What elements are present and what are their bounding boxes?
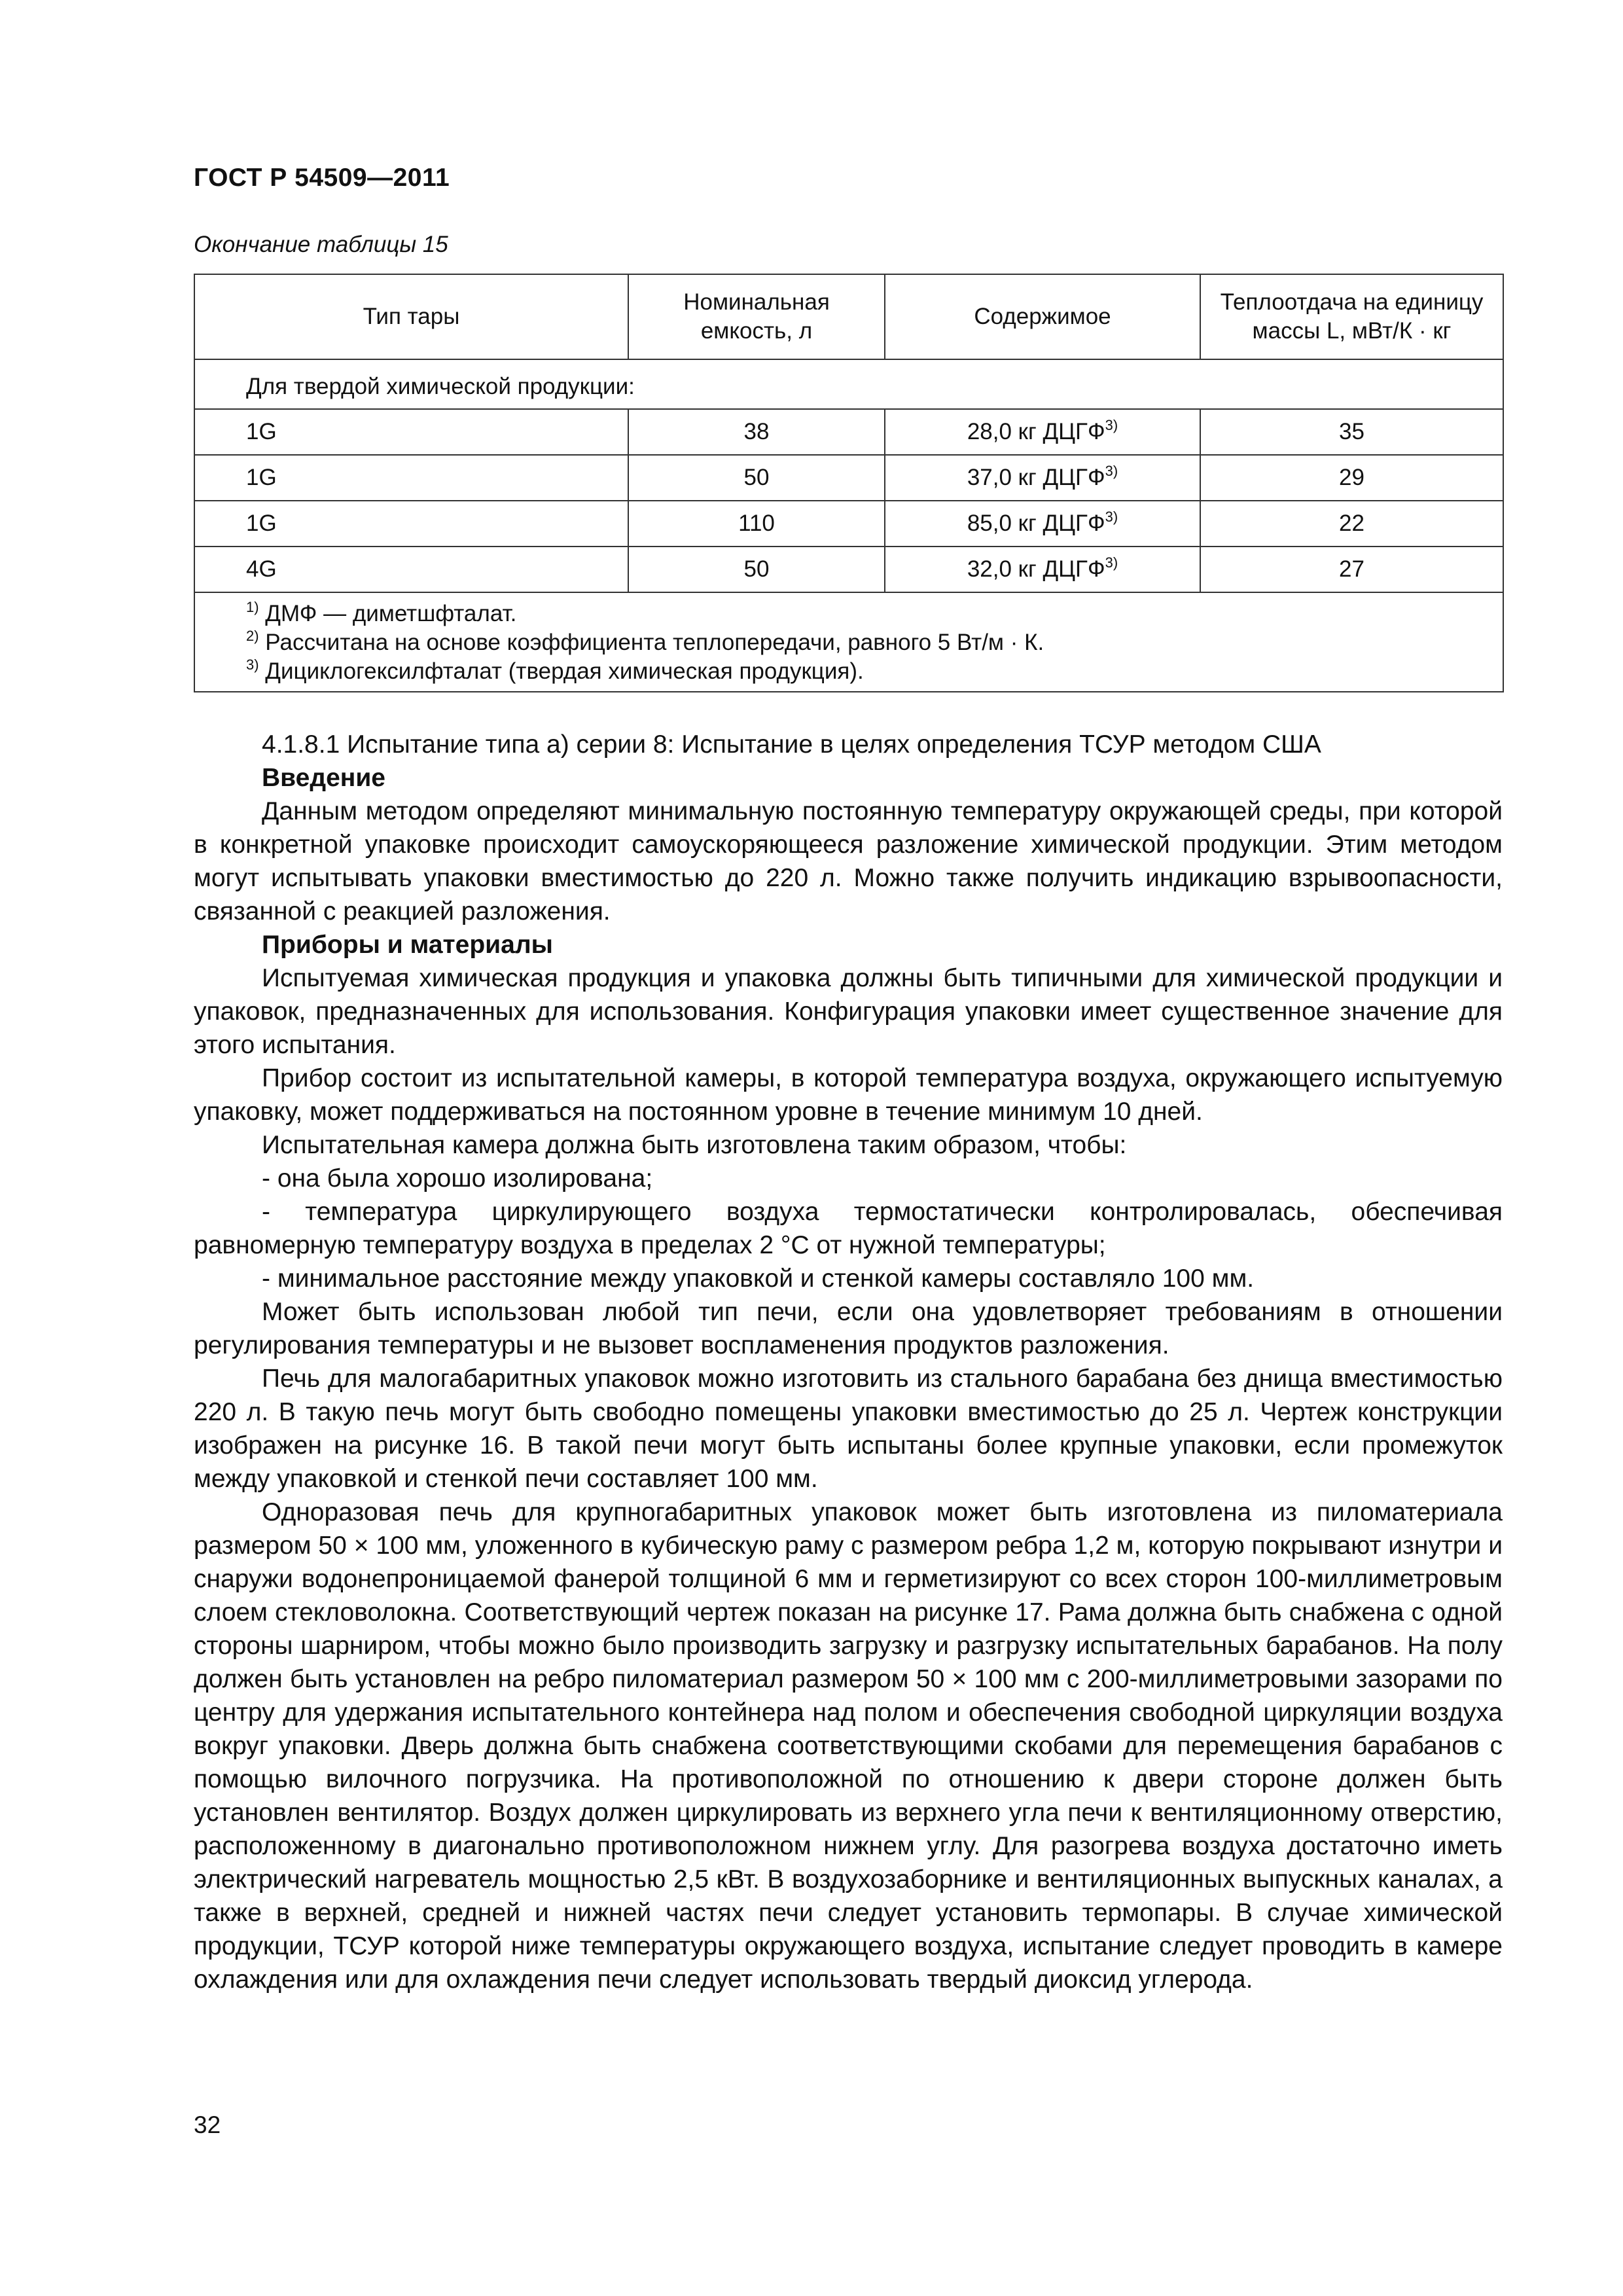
cell-heat: 22 [1200, 501, 1503, 547]
footnote-mark: 3) [1105, 509, 1118, 525]
apparatus-heading: Приборы и материалы [262, 931, 553, 959]
cell-capacity: 50 [628, 455, 885, 501]
note-text: Дициклогексилфталат (твердая химическая продукция). [265, 658, 864, 684]
table-caption: Окончание таблицы 15 [194, 232, 448, 257]
cell-type: 1G [194, 409, 628, 455]
introduction-paragraph: Данным методом определяют минимальную постоянную температуру окружающей среды, при которой в конкретной упаковке происходит самоускоряющееся разложение химической продукции. Этим методом могут испытывать упаковки вместимостью до 220 л. Можно также получить индикацию взрывоопасности, связанной с реакцией разложения. [194, 797, 1503, 925]
table-notes [194, 592, 1503, 692]
table-15 [194, 274, 1504, 692]
note-mark: 3) [246, 656, 259, 673]
cell-content [885, 501, 1200, 547]
list-item: - она была хорошо изолирована; [262, 1164, 653, 1193]
header-gap-row [194, 359, 1503, 365]
cell-heat: 29 [1200, 455, 1503, 501]
standard-header: ГОСТ Р 54509—2011 [194, 164, 450, 192]
section-title: 4.1.8.1 Испытание типа а) серии 8: Испытание в целях определения ТСУР методом США [262, 730, 1321, 759]
table-note [246, 600, 1503, 628]
table-row [194, 455, 1503, 501]
paragraph: Испытуемая химическая продукция и упаковка должны быть типичными для химической продукции и упаковок, предназначенных для использования. Конфигурация упаковки имеет существенное значение для этого испытания. [194, 964, 1503, 1059]
table-note [246, 628, 1503, 657]
paragraph: Одноразовая печь для крупногабаритных упаковок может быть изготовлена из пиломатериала размером 50 × 100 мм, уложенного в кубическую раму с размером ребра 1,2 м, которую покрывают изнутри и снаружи водонепроницаемой фанерой толщиной 6 мм и герметизируют со всех сторон 100-миллиметровым слоем стекловолокна. Соответствующий чертеж показан на рисунке 17. Рама должна быть снабжена с одной стороны шарниром, чтобы можно было производить загрузку и разгрузку испытательных барабанов. На полу должен быть установлен на ребро пиломатериал размером 50 × 100 мм с 200-миллиметровыми зазорами по центру для удержания испытательного контейнера над полом и обеспечения свободной циркуляции воздуха вокруг упаковки. Дверь должна быть снабжена соответствующими скобами для перемещения барабанов с помощью вилочного погрузчика. На противоположной по отношению к двери стороне должен быть установлен вентилятор. Воздух должен циркулировать из верхнего угла печи к вентиляционному отверстию, расположенному в диагонально противоположном нижнем углу. Для разогрева воздуха достаточно иметь электрический нагреватель мощностью 2,5 кВт. В воздухозаборнике и вентиляционных выпускных каналах, а также в верхней, средней и нижней частях печи следует установить термопары. В случае химической продукции, ТСУР которой ниже температуры окружающего воздуха, испытание следует проводить в камере охлаждения или для охлаждения печи следует использовать твердый диоксид углерода. [194, 1498, 1503, 1994]
column-header-type: Тип тары [194, 274, 628, 359]
table-row [194, 547, 1503, 592]
table-row [194, 501, 1503, 547]
footnote-mark: 3) [1105, 554, 1118, 571]
note-mark: 1) [246, 599, 259, 615]
table-notes-row [194, 592, 1503, 692]
cell-type: 1G [194, 501, 628, 547]
cell-capacity: 110 [628, 501, 885, 547]
cell-capacity: 38 [628, 409, 885, 455]
cell-type: 4G [194, 547, 628, 592]
content-text: 37,0 кг ДЦГФ [967, 465, 1105, 490]
cell-heat: 27 [1200, 547, 1503, 592]
content-text: 28,0 кг ДЦГФ [967, 419, 1105, 444]
page-number: 32 [194, 2111, 221, 2138]
paragraph: Печь для малогабаритных упаковок можно изготовить из стального барабана без днища вместимостью 220 л. В такую печь могут быть свободно помещены упаковки вместимостью до 25 л. Чертеж конструкции изображен на рисунке 16. В такой печи могут быть испытаны более крупные упаковки, если промежуток между упаковкой и стенкой печи составляет 100 мм. [194, 1365, 1503, 1493]
note-mark: 2) [246, 628, 259, 644]
table-note [246, 657, 1503, 686]
footnote-mark: 3) [1105, 463, 1118, 479]
introduction-heading: Введение [262, 764, 385, 792]
paragraph: Прибор состоит из испытательной камеры, в которой температура воздуха, окружающего испытуемую упаковку, может поддерживаться на постоянном уровне в течение минимум 10 дней. [194, 1064, 1503, 1126]
column-header-heat-loss: Теплоотдача на единицу массы L, мВт/К · кг [1200, 274, 1503, 359]
group-label: Для твердой химической продукции: [194, 365, 1503, 409]
paragraph: Испытательная камера должна быть изготовлена таким образом, чтобы: [262, 1131, 1127, 1159]
column-header-capacity: Номинальная емкость, л [628, 274, 885, 359]
list-item: - минимальное расстояние между упаковкой и стенкой камеры составляло 100 мм. [262, 1265, 1255, 1293]
cell-content [885, 455, 1200, 501]
cell-heat: 35 [1200, 409, 1503, 455]
group-row [194, 365, 1503, 409]
body-text [194, 728, 1503, 1996]
cell-content [885, 547, 1200, 592]
column-header-content: Содержимое [885, 274, 1200, 359]
note-text: ДМФ — диметшфталат. [265, 601, 517, 626]
content-text: 85,0 кг ДЦГФ [967, 511, 1105, 536]
cell-type: 1G [194, 455, 628, 501]
list-item: - температура циркулирующего воздуха термостатически контролировалась, обеспечивая равномерную температуру воздуха в пределах 2 °С от нужной температуры; [194, 1198, 1503, 1259]
table-header-row [194, 274, 1503, 359]
footnote-mark: 3) [1105, 417, 1118, 433]
paragraph: Может быть использован любой тип печи, если она удовлетворяет требованиям в отношении регулирования температуры и не вызовет воспламенения продуктов разложения. [194, 1298, 1503, 1359]
cell-content [885, 409, 1200, 455]
cell-capacity: 50 [628, 547, 885, 592]
content-text: 32,0 кг ДЦГФ [967, 556, 1105, 582]
table-row [194, 409, 1503, 455]
note-text: Рассчитана на основе коэффициента теплопередачи, равного 5 Вт/м · К. [265, 630, 1044, 655]
